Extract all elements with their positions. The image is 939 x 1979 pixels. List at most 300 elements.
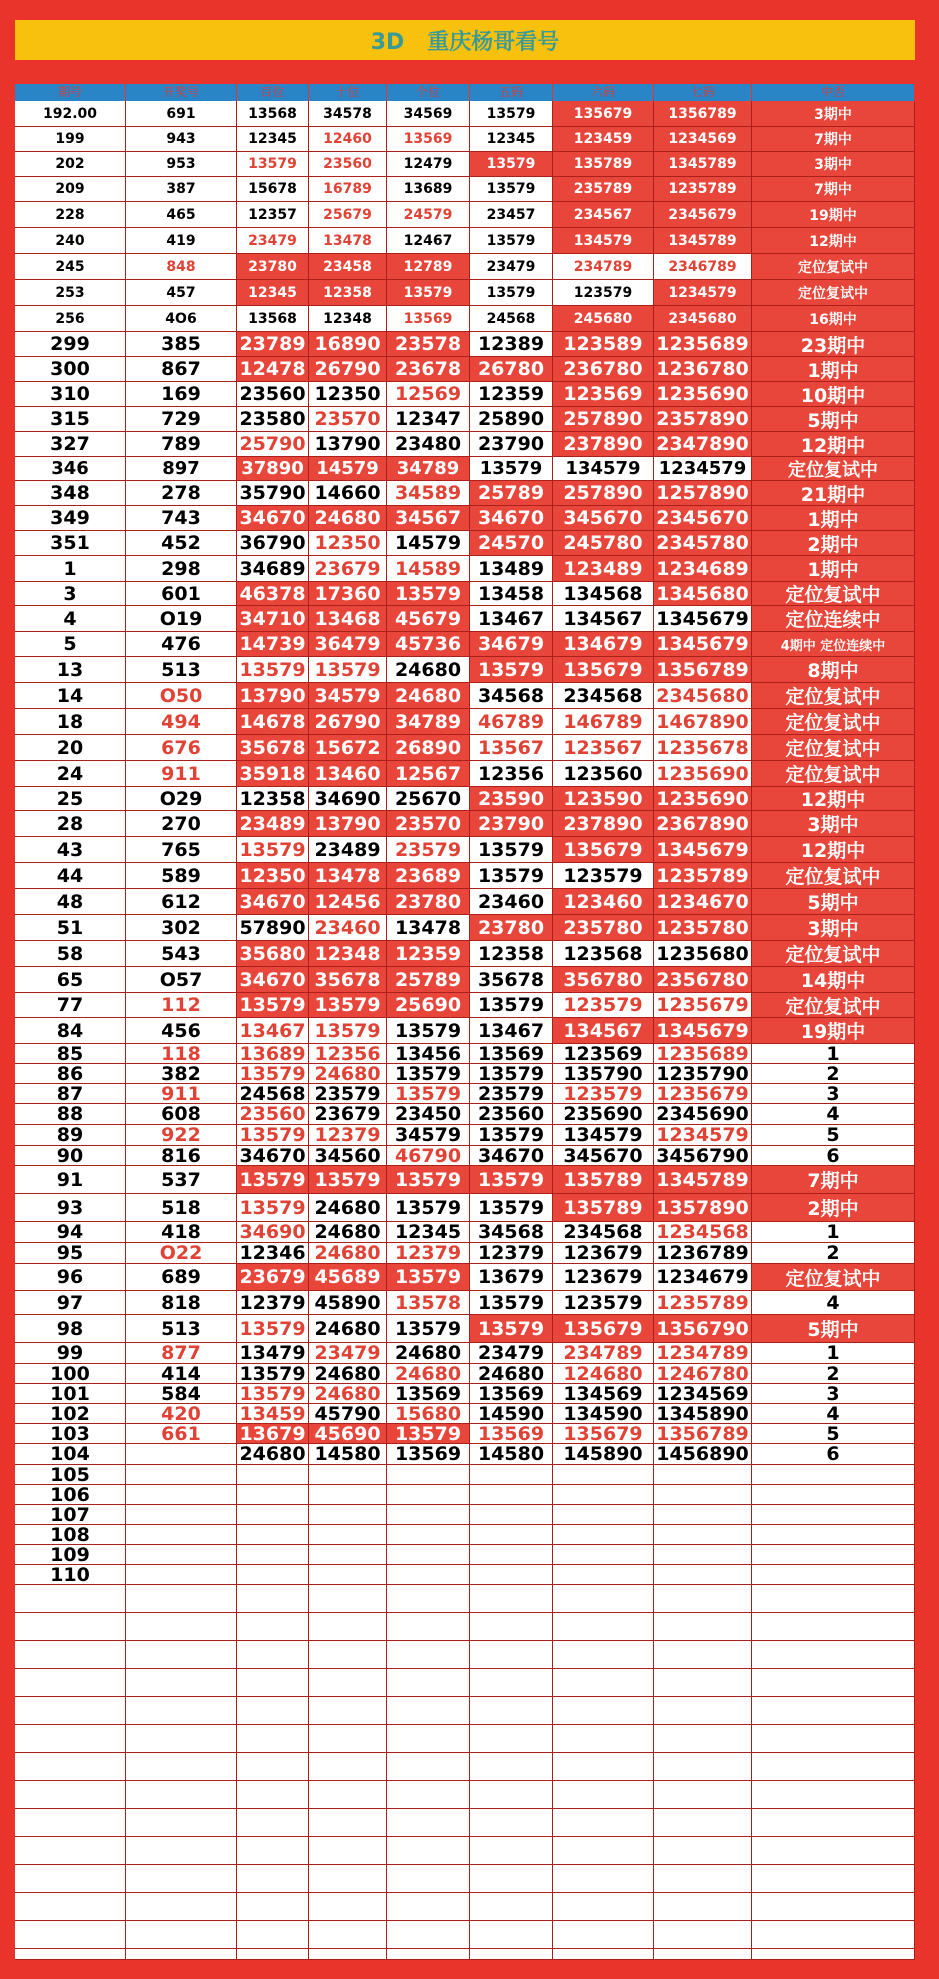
cell-result: 3 (752, 1384, 915, 1404)
cell-tens: 14580 (309, 1444, 387, 1465)
cell-seven-code: 1345789 (654, 1166, 752, 1194)
cell-hundreds: 23580 (237, 407, 309, 432)
cell-seven-code: 1235690 (654, 382, 752, 407)
cell-draw-number: 452 (126, 531, 237, 556)
cell-units: 46790 (387, 1146, 470, 1166)
cell-six-code: 345670 (553, 1146, 654, 1166)
empty-cell (553, 1893, 654, 1921)
cell-period: 87 (15, 1084, 126, 1104)
cell-units: 24680 (387, 1364, 470, 1384)
empty-cell (309, 1697, 387, 1725)
cell-hundreds: 13790 (237, 683, 309, 709)
empty-cell (126, 1893, 237, 1921)
cell-five-code (470, 1465, 553, 1485)
cell-result: 12期中 (752, 837, 915, 863)
cell-result: 16期中 (752, 306, 915, 332)
table-row (15, 228, 915, 254)
cell-five-code: 13467 (470, 606, 553, 632)
empty-cell (470, 1641, 553, 1669)
cell-tens: 13468 (309, 606, 387, 632)
page-title: 3D 重庆杨哥看号 (370, 29, 560, 55)
cell-units: 24680 (387, 1343, 470, 1364)
empty-cell (309, 1753, 387, 1781)
cell-period: 101 (15, 1384, 126, 1404)
cell-tens: 34578 (309, 101, 387, 127)
cell-result: 1期中 (752, 556, 915, 582)
cell-five-code: 34670 (470, 506, 553, 531)
cell-draw-number: 465 (126, 202, 237, 228)
cell-result: 定位复试中 (752, 941, 915, 967)
cell-result: 4 (752, 1104, 915, 1125)
cell-six-code: 134590 (553, 1404, 654, 1424)
cell-seven-code: 2367890 (654, 811, 752, 837)
cell-six-code: 123590 (553, 787, 654, 811)
cell-period: 65 (15, 967, 126, 993)
empty-cell (15, 1641, 126, 1669)
table-row (15, 1465, 915, 1485)
cell-hundreds: 13459 (237, 1404, 309, 1424)
cell-hundreds: 13467 (237, 1018, 309, 1044)
table-row (15, 606, 915, 632)
cell-result: 5 (752, 1125, 915, 1146)
cell-units: 13569 (387, 1444, 470, 1465)
cell-tens: 17360 (309, 582, 387, 606)
cell-units: 23579 (387, 837, 470, 863)
header-tens: 十位 (309, 84, 387, 101)
cell-result: 21期中 (752, 481, 915, 506)
cell-tens: 34560 (309, 1146, 387, 1166)
cell-tens (309, 1505, 387, 1525)
cell-units: 13569 (387, 306, 470, 332)
cell-five-code: 13579 (470, 657, 553, 683)
empty-cell (15, 1921, 126, 1949)
cell-period: 90 (15, 1146, 126, 1166)
empty-cell (15, 1697, 126, 1725)
cell-units (387, 1465, 470, 1485)
cell-five-code: 13579 (470, 152, 553, 177)
empty-cell (553, 1949, 654, 1960)
table-row (15, 357, 915, 382)
cell-six-code: 123560 (553, 761, 654, 787)
cell-hundreds: 13579 (237, 1166, 309, 1194)
cell-hundreds: 35678 (237, 735, 309, 761)
cell-five-code: 23590 (470, 787, 553, 811)
cell-units: 13579 (387, 582, 470, 606)
cell-units: 25690 (387, 993, 470, 1018)
empty-cell (654, 1921, 752, 1949)
cell-period: 327 (15, 432, 126, 457)
cell-five-code: 23479 (470, 1343, 553, 1364)
empty-cell (387, 1669, 470, 1697)
cell-five-code: 13569 (470, 1424, 553, 1444)
cell-units: 13579 (387, 1264, 470, 1291)
cell-draw-number: 601 (126, 582, 237, 606)
cell-seven-code: 1234579 (654, 280, 752, 306)
empty-cell (237, 1641, 309, 1669)
empty-cell (470, 1613, 553, 1641)
cell-units: 34567 (387, 506, 470, 531)
cell-result: 3期中 (752, 811, 915, 837)
cell-units: 12467 (387, 228, 470, 254)
cell-period: 88 (15, 1104, 126, 1125)
cell-result: 14期中 (752, 967, 915, 993)
cell-draw-number: 513 (126, 657, 237, 683)
cell-five-code: 34670 (470, 1146, 553, 1166)
table-row (15, 481, 915, 506)
cell-draw-number: 118 (126, 1044, 237, 1064)
header-hundreds: 百位 (237, 84, 309, 101)
table-row (15, 1404, 915, 1424)
table-row (15, 1343, 915, 1364)
cell-seven-code: 2345690 (654, 1104, 752, 1125)
empty-cell (309, 1949, 387, 1960)
empty-cell (309, 1837, 387, 1865)
empty-cell (387, 1837, 470, 1865)
empty-cell (237, 1921, 309, 1949)
cell-hundreds: 23489 (237, 811, 309, 837)
cell-seven-code: 1345789 (654, 152, 752, 177)
cell-five-code (470, 1545, 553, 1565)
empty-cell (387, 1949, 470, 1960)
empty-cell (126, 1837, 237, 1865)
cell-hundreds: 34670 (237, 889, 309, 915)
cell-result: 1期中 (752, 506, 915, 531)
cell-period: 192.00 (15, 101, 126, 127)
empty-cell (309, 1669, 387, 1697)
empty-cell (654, 1949, 752, 1960)
empty-cell (553, 1809, 654, 1837)
lottery-table (15, 84, 915, 1960)
cell-hundreds: 35790 (237, 481, 309, 506)
empty-row (15, 1949, 915, 1960)
table-row (15, 889, 915, 915)
cell-seven-code: 1234569 (654, 1384, 752, 1404)
cell-five-code: 13579 (470, 863, 553, 889)
cell-five-code: 13579 (470, 837, 553, 863)
cell-period: 100 (15, 1364, 126, 1384)
cell-hundreds: 34689 (237, 556, 309, 582)
empty-cell (470, 1893, 553, 1921)
cell-draw-number: 387 (126, 177, 237, 202)
cell-result: 4 (752, 1404, 915, 1424)
empty-cell (237, 1697, 309, 1725)
cell-six-code: 234789 (553, 1343, 654, 1364)
table-row (15, 1264, 915, 1291)
cell-period: 1 (15, 556, 126, 582)
empty-cell (237, 1613, 309, 1641)
cell-six-code: 134679 (553, 632, 654, 657)
cell-hundreds: 14678 (237, 709, 309, 735)
cell-period: 348 (15, 481, 126, 506)
cell-seven-code: 1234579 (654, 457, 752, 481)
empty-cell (470, 1865, 553, 1893)
cell-hundreds: 46378 (237, 582, 309, 606)
empty-cell (309, 1809, 387, 1837)
cell-six-code: 235789 (553, 177, 654, 202)
cell-units: 12345 (387, 1222, 470, 1243)
cell-draw-number: O57 (126, 967, 237, 993)
cell-five-code: 14580 (470, 1444, 553, 1465)
empty-cell (752, 1865, 915, 1893)
cell-draw-number: 689 (126, 1264, 237, 1291)
cell-result: 定位连续中 (752, 606, 915, 632)
cell-tens: 35678 (309, 967, 387, 993)
cell-six-code (553, 1505, 654, 1525)
cell-result: 定位复试中 (752, 457, 915, 481)
empty-cell (470, 1781, 553, 1809)
cell-tens: 23560 (309, 152, 387, 177)
cell-period: 85 (15, 1044, 126, 1064)
cell-draw-number: 676 (126, 735, 237, 761)
cell-draw-number: O22 (126, 1243, 237, 1264)
table-body (15, 101, 915, 1960)
cell-hundreds: 25790 (237, 432, 309, 457)
cell-seven-code: 1235780 (654, 915, 752, 941)
empty-cell (752, 1725, 915, 1753)
cell-tens: 23460 (309, 915, 387, 941)
cell-tens: 13790 (309, 432, 387, 457)
cell-tens: 23458 (309, 254, 387, 280)
cell-draw-number: 518 (126, 1194, 237, 1222)
empty-cell (237, 1809, 309, 1837)
cell-six-code: 356780 (553, 967, 654, 993)
cell-draw-number: 848 (126, 254, 237, 280)
cell-result: 1 (752, 1044, 915, 1064)
cell-six-code: 123567 (553, 735, 654, 761)
cell-units: 34589 (387, 481, 470, 506)
cell-period: 48 (15, 889, 126, 915)
cell-five-code: 23790 (470, 811, 553, 837)
cell-six-code: 236780 (553, 357, 654, 382)
cell-result: 7期中 (752, 127, 915, 152)
cell-draw-number: 661 (126, 1424, 237, 1444)
header-units: 个位 (387, 84, 470, 101)
cell-seven-code: 1236780 (654, 357, 752, 382)
cell-seven-code: 1246780 (654, 1364, 752, 1384)
cell-hundreds: 34710 (237, 606, 309, 632)
cell-result: 5 (752, 1424, 915, 1444)
cell-result: 5期中 (752, 889, 915, 915)
empty-cell (654, 1613, 752, 1641)
empty-cell (752, 1781, 915, 1809)
cell-draw-number: 943 (126, 127, 237, 152)
cell-seven-code (654, 1485, 752, 1505)
cell-draw-number: 278 (126, 481, 237, 506)
cell-five-code (470, 1565, 553, 1585)
table-row (15, 1291, 915, 1315)
cell-five-code: 13458 (470, 582, 553, 606)
cell-five-code: 12389 (470, 332, 553, 357)
cell-units: 23480 (387, 432, 470, 457)
cell-tens: 25679 (309, 202, 387, 228)
cell-period: 346 (15, 457, 126, 481)
empty-cell (387, 1865, 470, 1893)
cell-result: 2 (752, 1064, 915, 1084)
cell-units: 23570 (387, 811, 470, 837)
cell-seven-code: 1235690 (654, 787, 752, 811)
empty-row (15, 1837, 915, 1865)
cell-five-code: 26780 (470, 357, 553, 382)
cell-five-code: 13579 (470, 228, 553, 254)
cell-units: 23780 (387, 889, 470, 915)
cell-hundreds: 13679 (237, 1424, 309, 1444)
table-row (15, 432, 915, 457)
cell-result: 2 (752, 1364, 915, 1384)
cell-five-code: 13579 (470, 457, 553, 481)
empty-cell (126, 1781, 237, 1809)
cell-tens: 24680 (309, 1384, 387, 1404)
cell-hundreds (237, 1545, 309, 1565)
cell-hundreds: 13579 (237, 1315, 309, 1343)
cell-tens: 45689 (309, 1264, 387, 1291)
table-row (15, 993, 915, 1018)
cell-seven-code: 1234689 (654, 556, 752, 582)
empty-cell (553, 1725, 654, 1753)
cell-tens: 24680 (309, 1364, 387, 1384)
empty-cell (387, 1641, 470, 1669)
cell-draw-number: 457 (126, 280, 237, 306)
empty-cell (387, 1613, 470, 1641)
cell-tens (309, 1525, 387, 1545)
cell-tens: 26790 (309, 709, 387, 735)
cell-hundreds: 34670 (237, 967, 309, 993)
empty-cell (470, 1753, 553, 1781)
cell-result (752, 1505, 915, 1525)
table-row (15, 1194, 915, 1222)
cell-tens: 24680 (309, 506, 387, 531)
cell-five-code: 24568 (470, 306, 553, 332)
cell-hundreds: 34670 (237, 506, 309, 531)
cell-draw-number: 818 (126, 1291, 237, 1315)
empty-cell (15, 1753, 126, 1781)
cell-hundreds: 37890 (237, 457, 309, 481)
bottom-band (0, 1960, 939, 1979)
cell-draw-number: 420 (126, 1404, 237, 1424)
cell-five-code (470, 1525, 553, 1545)
empty-cell (470, 1837, 553, 1865)
cell-six-code (553, 1565, 654, 1585)
cell-five-code: 23460 (470, 889, 553, 915)
cell-result: 19期中 (752, 202, 915, 228)
cell-seven-code (654, 1505, 752, 1525)
cell-tens (309, 1465, 387, 1485)
cell-result: 19期中 (752, 1018, 915, 1044)
cell-result: 10期中 (752, 382, 915, 407)
empty-cell (553, 1753, 654, 1781)
cell-five-code: 13467 (470, 1018, 553, 1044)
cell-six-code: 135789 (553, 1166, 654, 1194)
empty-cell (237, 1753, 309, 1781)
cell-five-code: 13579 (470, 177, 553, 202)
table-row (15, 811, 915, 837)
table-row (15, 1222, 915, 1243)
table-row (15, 632, 915, 657)
table-row (15, 382, 915, 407)
empty-cell (387, 1781, 470, 1809)
cell-result: 定位复试中 (752, 683, 915, 709)
cell-units: 13569 (387, 127, 470, 152)
cell-result: 12期中 (752, 432, 915, 457)
cell-seven-code: 1235690 (654, 761, 752, 787)
empty-cell (470, 1949, 553, 1960)
table-row (15, 683, 915, 709)
cell-result (752, 1465, 915, 1485)
cell-tens: 24680 (309, 1064, 387, 1084)
cell-draw-number: 385 (126, 332, 237, 357)
cell-hundreds: 13579 (237, 993, 309, 1018)
empty-row (15, 1641, 915, 1669)
cell-units (387, 1485, 470, 1505)
empty-row (15, 1697, 915, 1725)
cell-period: 24 (15, 761, 126, 787)
cell-units: 34579 (387, 1125, 470, 1146)
cell-six-code: 135789 (553, 152, 654, 177)
cell-hundreds: 13568 (237, 306, 309, 332)
cell-five-code (470, 1505, 553, 1525)
empty-cell (470, 1921, 553, 1949)
empty-row (15, 1865, 915, 1893)
cell-tens: 16789 (309, 177, 387, 202)
cell-period: 28 (15, 811, 126, 837)
cell-units: 13456 (387, 1044, 470, 1064)
cell-units: 34789 (387, 457, 470, 481)
cell-five-code: 13569 (470, 1044, 553, 1064)
cell-six-code (553, 1485, 654, 1505)
table-header-row (15, 84, 915, 101)
empty-cell (387, 1921, 470, 1949)
cell-draw-number: 382 (126, 1064, 237, 1084)
cell-result: 2期中 (752, 1194, 915, 1222)
empty-cell (126, 1697, 237, 1725)
cell-result: 定位复试中 (752, 709, 915, 735)
cell-tens: 12460 (309, 127, 387, 152)
empty-cell (15, 1893, 126, 1921)
cell-five-code: 12358 (470, 941, 553, 967)
cell-seven-code: 1236789 (654, 1243, 752, 1264)
cell-hundreds: 36790 (237, 531, 309, 556)
cell-seven-code: 1235678 (654, 735, 752, 761)
cell-period: 5 (15, 632, 126, 657)
cell-seven-code: 1234568 (654, 1222, 752, 1243)
cell-period: 104 (15, 1444, 126, 1465)
table-row (15, 306, 915, 332)
cell-five-code: 23579 (470, 1084, 553, 1104)
cell-seven-code: 1356790 (654, 1315, 752, 1343)
cell-result: 1 (752, 1222, 915, 1243)
cell-units: 13579 (387, 1315, 470, 1343)
cell-six-code: 135679 (553, 1315, 654, 1343)
cell-tens: 24680 (309, 1243, 387, 1264)
cell-six-code: 134579 (553, 457, 654, 481)
table-row (15, 1064, 915, 1084)
table-row (15, 1315, 915, 1343)
cell-tens: 24680 (309, 1315, 387, 1343)
cell-period: 300 (15, 357, 126, 382)
table-row (15, 1525, 915, 1545)
cell-hundreds: 13579 (237, 1125, 309, 1146)
table-row (15, 787, 915, 811)
cell-hundreds: 13579 (237, 657, 309, 683)
table-row (15, 1104, 915, 1125)
cell-draw-number: 513 (126, 1315, 237, 1343)
cell-seven-code: 1356789 (654, 1424, 752, 1444)
table-row (15, 332, 915, 357)
cell-six-code: 123579 (553, 993, 654, 1018)
empty-cell (470, 1669, 553, 1697)
cell-tens: 34579 (309, 683, 387, 709)
cell-units: 24579 (387, 202, 470, 228)
cell-five-code: 13579 (470, 1315, 553, 1343)
